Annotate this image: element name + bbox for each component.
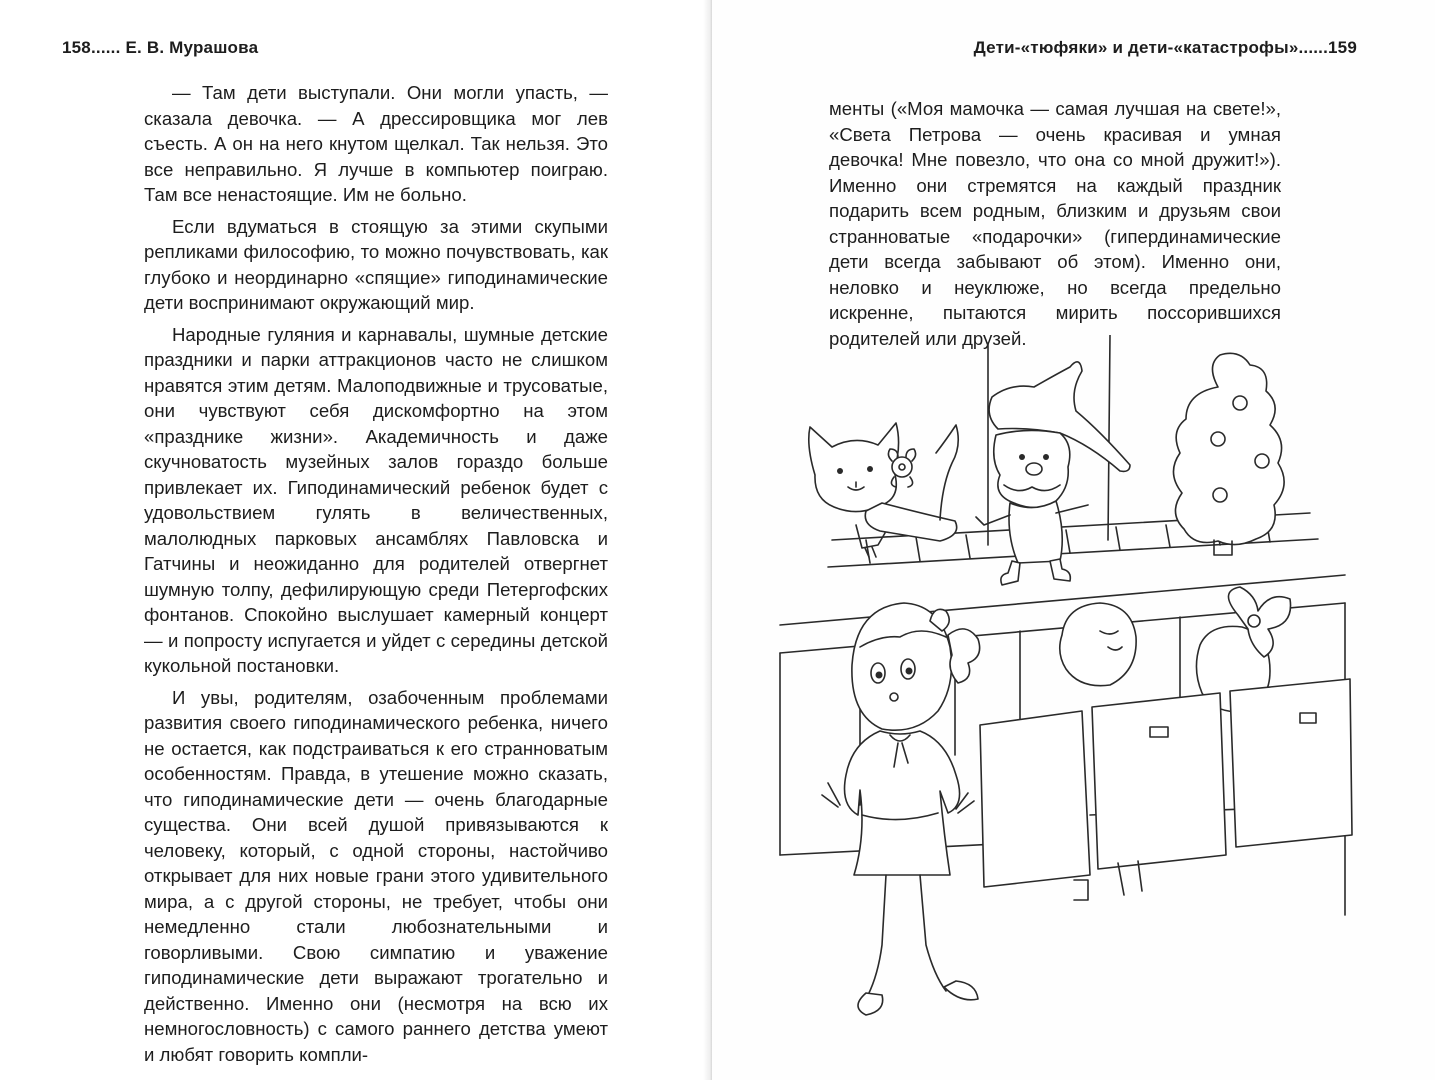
theatre-seats-icon: [980, 679, 1352, 900]
paragraph: Если вдуматься в стоящую за этими скупыми репликами философию, то можно почувствовать, как глубоко и неординарно «спящие» гиподинамические дети воспринимают окружающий мир.: [144, 215, 608, 313]
left-body-text: [144, 80, 608, 1067]
paragraph: Народные гуляния и карнавалы, шумные детские праздники и парки аттракционов часто не слишком нравятся этим детям. Малоподвижные и трусоватые, они чувствуют себя дискомфортно на этом «празднике жизни». Академичность и даже скучноватость музейных залов гораздо больше привлекает их. Гиподинамический ребенок будет с удовольствием гулять в величественных, малолюдных парковых ансамблях Павловска и Гатчины и неожиданно для родителей отвергнет шумную толпу, дефилирующую среди Петергофских фонтанов. Спокойно выслушает камерный концерт — и попросту испугается и уйдет с середины детской кукольной постановки.: [144, 323, 608, 676]
left-page: [0, 0, 712, 1080]
cat-puppet-icon: [809, 423, 958, 557]
page-number-right: 159: [1328, 38, 1357, 57]
paragraph: И увы, родителям, озабоченным проблемами развития своего гиподинамического ребенка, ничего не остается, как подстраиваться к его странноватым особенностям. Правда, в утешение можно сказать, что гиподинамические дети — очень благодарные существа. Они всей душой привязываются к человеку, который, с одной стороны, настойчиво открывает для них новые грани этого удивительного мира, а с другой стороны, не требует, чтобы они немедленно стали любознательными и говорливыми. Свою симпатию и уважение гиподинамические дети выражают трогательно и действенно. Именно они (несмотря на всю их немногословность) с самого раннего детства умеют и любят говорить компли-: [144, 686, 608, 1065]
right-body-text: [829, 96, 1281, 351]
running-head-left: [62, 38, 258, 58]
paragraph: — Там дети выступали. Они могли упасть, — сказала девочка. — А дрессировщика мог лев съесть. А он на него кнутом щелкал. Так нельзя. Это все неправильно. Я лучше в компьютер поиграю. Там все ненастоящие. Им не больно.: [144, 82, 608, 205]
author-name: Е. В. Мурашова: [125, 38, 259, 57]
paragraph: менты («Моя мамочка — самая лучшая на свете!», «Света Петрова — очень красивая и умная девочка! Мне повезло, что она со мной дружит!»). Именно они стремятся на каждый праздник подарить всем родным, близким и друзьям свои странноватые «подарочки» (гипердинамические дети всегда забывают об этом). Именно они, неловко и неуклюже, но всегда предельно искренне, пытаются мирить поссорившихся родителей или друзей.: [829, 98, 1281, 349]
running-head-right: [974, 38, 1357, 58]
tree-prop-icon: [1173, 353, 1284, 555]
chapter-title: Дети-«тюфяки» и дети-«катастрофы»: [973, 38, 1299, 57]
child-back-head-icon: [1060, 603, 1136, 686]
puppet-show-coloring-illustration-icon: [770, 335, 1360, 1055]
girl-foreground-icon: [822, 603, 980, 1015]
leader-dots-left: ......: [90, 38, 121, 57]
page-number-left: 158: [62, 38, 91, 57]
leader-dots-right: ......: [1298, 38, 1329, 57]
